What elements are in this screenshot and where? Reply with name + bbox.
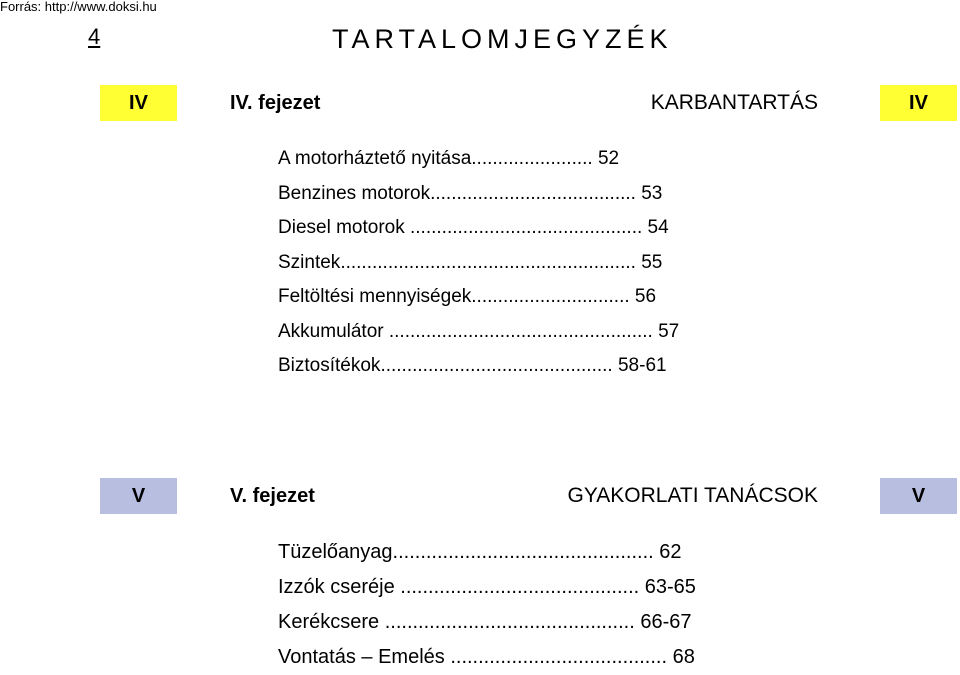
chapter-v-label: V. fejezet bbox=[230, 485, 315, 507]
toc-entry-page: 63-65 bbox=[644, 576, 696, 598]
chapter-v-toc bbox=[278, 535, 696, 675]
chapter-iv-badge-right: IV bbox=[880, 85, 957, 121]
toc-entry-page: 62 bbox=[659, 541, 682, 563]
toc-entry-title: Szintek bbox=[278, 251, 341, 273]
toc-entry-title: Tüzelőanyag bbox=[278, 541, 393, 563]
chapter-iv-name: KARBANTARTÁS bbox=[650, 91, 818, 114]
chapter-v-badge-left: V bbox=[100, 478, 177, 514]
chapter-iv-badge-left: IV bbox=[100, 85, 177, 121]
page-title: TARTALOMJEGYZÉK bbox=[332, 24, 673, 54]
toc-entry-title: A motorháztető nyitása bbox=[278, 148, 472, 169]
toc-entry-page: 58-61 bbox=[617, 355, 667, 376]
toc-entry-title: Diesel motorok bbox=[278, 217, 410, 238]
toc-entry-title: Akkumulátor bbox=[278, 320, 389, 342]
chapter-iv-toc bbox=[278, 142, 679, 384]
toc-entry-page: 53 bbox=[641, 182, 663, 204]
toc-entry-title: Biztosítékok bbox=[278, 355, 381, 376]
toc-entry-leader: ........................................................ bbox=[340, 251, 642, 273]
toc-entry[interactable] bbox=[278, 246, 679, 281]
toc-entry-leader: ............................................. bbox=[384, 611, 641, 633]
toc-entry-leader: ....................... bbox=[471, 148, 598, 169]
toc-entry[interactable] bbox=[278, 605, 696, 640]
toc-entry-page: 57 bbox=[658, 320, 680, 342]
chapter-iv-label: IV. fejezet bbox=[230, 92, 321, 114]
chapter-v-name: GYAKORLATI TANÁCSOK bbox=[567, 484, 818, 507]
toc-entry[interactable] bbox=[278, 280, 679, 315]
toc-entry[interactable] bbox=[278, 640, 696, 675]
chapter-v-badge-right: V bbox=[880, 478, 957, 514]
toc-entry-leader: ....................................... bbox=[430, 182, 642, 204]
toc-entry-leader: ............................................... bbox=[392, 541, 660, 563]
toc-entry-page: 54 bbox=[647, 217, 669, 238]
toc-entry[interactable] bbox=[278, 349, 679, 384]
toc-entry-leader: ........................................... bbox=[400, 576, 645, 598]
toc-entry-leader: .................................................. bbox=[388, 320, 659, 342]
toc-entry-leader: ............................................ bbox=[410, 217, 648, 238]
toc-entry-title: Feltöltési mennyiségek bbox=[278, 286, 472, 307]
toc-entry[interactable] bbox=[278, 315, 679, 350]
toc-entry-leader: .............................. bbox=[471, 286, 635, 307]
page-number: 4 bbox=[88, 24, 101, 49]
toc-entry-page: 52 bbox=[597, 148, 620, 169]
toc-entry-title: Vontatás – Emelés bbox=[278, 646, 451, 668]
toc-entry-title: Izzók cseréje bbox=[278, 576, 401, 598]
toc-entry-page: 68 bbox=[672, 646, 695, 668]
toc-entry[interactable] bbox=[278, 535, 696, 570]
toc-entry-page: 66-67 bbox=[640, 611, 692, 633]
toc-entry[interactable] bbox=[278, 570, 696, 605]
toc-entry-leader: ....................................... bbox=[450, 646, 673, 668]
toc-entry-title: Benzines motorok bbox=[278, 182, 431, 204]
toc-entry-page: 55 bbox=[641, 251, 663, 273]
toc-entry[interactable] bbox=[278, 211, 679, 246]
toc-entry-leader: ............................................ bbox=[380, 355, 618, 376]
toc-entry-title: Kerékcsere bbox=[278, 611, 385, 633]
toc-entry[interactable] bbox=[278, 177, 679, 212]
toc-entry-page: 56 bbox=[634, 286, 657, 307]
source-attribution: Forrás: http://www.doksi.hu bbox=[0, 0, 157, 14]
toc-entry[interactable] bbox=[278, 142, 679, 177]
